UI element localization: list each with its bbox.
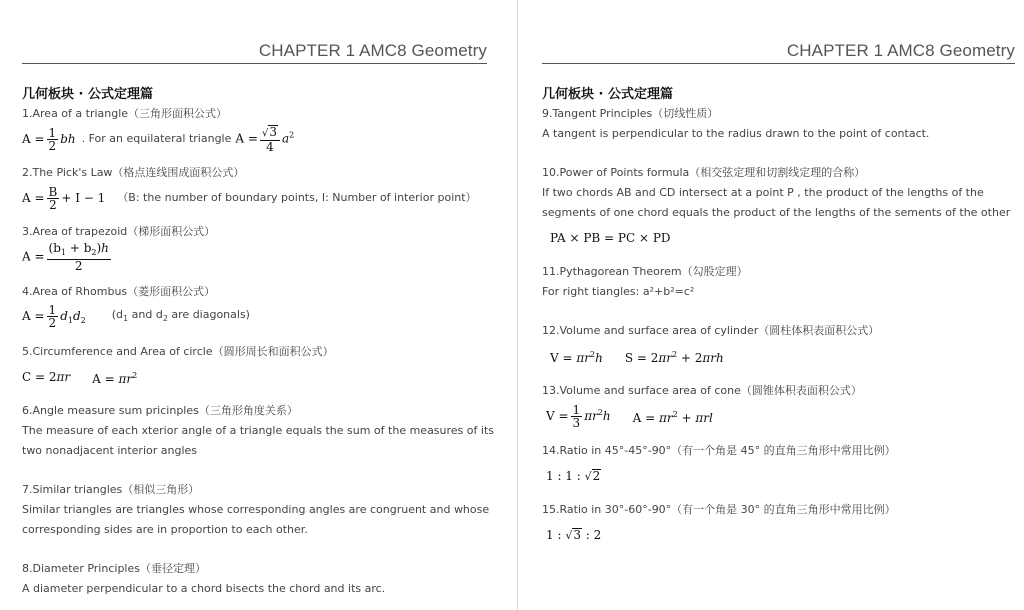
item-text: The measure of each xterior angle of a triangle equals the sum of the measures of its [22,424,494,437]
item-text: Similar triangles are triangles whose corresponding angles are congruent and whose [22,503,490,516]
circumference-formula: C = 2πr [22,370,71,384]
item-title: 3.Area of trapezoid（梯形面积公式） [22,225,216,238]
picks-law-formula: A = $\frac{B}{2}$ + I − 1 [22,184,106,212]
formula-note: （B: the number of boundary points, I: Number of interior point） [117,191,477,204]
formula-row [22,302,492,332]
formula-row [22,362,492,392]
formula-row [542,341,1017,371]
formula-row [542,461,1017,491]
formula-item-cone [542,381,1017,431]
formula-item-power-of-point [542,163,1017,253]
ratio-45-formula: 1 : 1 : √2 [546,468,601,483]
item-title: 4.Area of Rhombus（菱形面积公式） [22,285,216,298]
text-item-diameter [22,559,492,599]
ratio-30-formula: 1 : √3 : 2 [546,527,602,542]
formula-item-trapezoid-area [22,222,492,272]
formula-row [542,401,1017,431]
cylinder-surface-formula: $S = 2\pi r^2 + 2\pi rh$ [624,349,724,365]
formula-item-ratio-30 [542,500,1017,550]
item-title: 2.The Pick's Law（格点连线围成面积公式） [22,166,245,179]
item-title: 5.Circumference and Area of circle（圆形周长和面积公式） [22,345,334,358]
formula-item-circle [22,342,492,392]
formula-item-cylinder [542,321,1017,371]
item-title: 15.Ratio in 30°-60°-90°（有一个角是 30° 的直角三角形中常用比例） [542,503,896,516]
cone-surface-formula: $A = \pi r^2 + \pi rl$ [632,409,713,425]
formula-note: ($d_1$ and $d_2$ are diagonals) [111,308,250,323]
page-header: CHAPTER 1 AMC8 Geometry [258,41,487,60]
circle-area-formula: $A = \pi r^2$ [92,370,138,386]
formula-item-picks-law [22,163,492,213]
formula-item-triangle-area [22,104,492,154]
formula-item-rhombus-area [22,282,492,332]
item-text: If two chords AB and CD intersect at a point P , the product of the lengths of the [542,186,984,199]
formula-item-ratio-45 [542,441,1017,491]
equilateral-area-formula: A = $\frac{√3}{4}$ $a^2$ [235,125,295,154]
item-text: segments of one chord equals the product of the lengths of the sements of the other [542,206,1011,219]
item-text: A diameter perpendicular to a chord bisects the chord and its arc. [22,582,386,595]
rhombus-area-formula: A = $\frac{1}{2}$ $d_1d_2$ [22,302,86,330]
formula-row [22,242,492,272]
item-title: 13.Volume and surface area of cone（圆锥体积表面积公式） [542,384,862,397]
cone-volume-formula: V = $\frac{1}{3}$ $\pi r^2h$ [546,403,611,430]
formula-row [22,124,492,154]
item-text: two nonadjacent interior angles [22,444,198,457]
item-title: 12.Volume and surface area of cylinder（圆柱体积表面积公式） [542,324,880,337]
section-title: 几何板块 · 公式定理篇 [542,87,673,102]
text-item-angle-sum [22,401,492,461]
page-header: CHAPTER 1 AMC8 Geometry [786,41,1015,60]
item-title: 6.Angle measure sum pricinples（三角形角度关系） [22,404,298,417]
formula-row [542,223,1017,253]
trapezoid-area-formula: A = $\frac{(b_1 + b_2)h}{2}$ [22,241,109,273]
item-title: 8.Diameter Principles（垂径定理） [22,562,206,575]
item-title: 11.Pythagorean Theorem（勾股定理） [542,265,748,278]
item-text: For right tiangles: a²+b²=c² [542,285,695,298]
item-title: 14.Ratio in 45°-45°-90°（有一个角是 45° 的直角三角形中常用比例） [542,444,896,457]
cylinder-volume-formula: $V = \pi r^2h$ [550,349,603,365]
header-rule [22,63,487,64]
header-rule [542,63,1015,64]
item-text: corresponding sides are in proportion to each other. [22,523,308,536]
text-item-pythagorean [542,262,1017,302]
text-item-tangent [542,104,1017,144]
formula-text: . For an equilateral triangle [81,132,232,145]
section-title: 几何板块 · 公式定理篇 [22,87,153,102]
formula-row [22,183,492,213]
power-of-point-formula: PA × PB = PC × PD [550,231,671,245]
formula-row [542,520,1017,550]
item-title: 10.Power of Points formula（相交弦定理和切割线定理的合称） [542,166,866,179]
item-title: 7.Similar triangles（相似三角形） [22,483,200,496]
text-item-similar-triangles [22,480,492,540]
item-title: 9.Tangent Principles（切线性质） [542,107,719,120]
item-text: A tangent is perpendicular to the radius drawn to the point of contact. [542,127,930,140]
triangle-area-formula: A = $\frac{1}{2}$ bh [22,125,76,153]
right-page [512,0,1024,610]
item-title: 1.Area of a triangle（三角形面积公式） [22,107,228,120]
